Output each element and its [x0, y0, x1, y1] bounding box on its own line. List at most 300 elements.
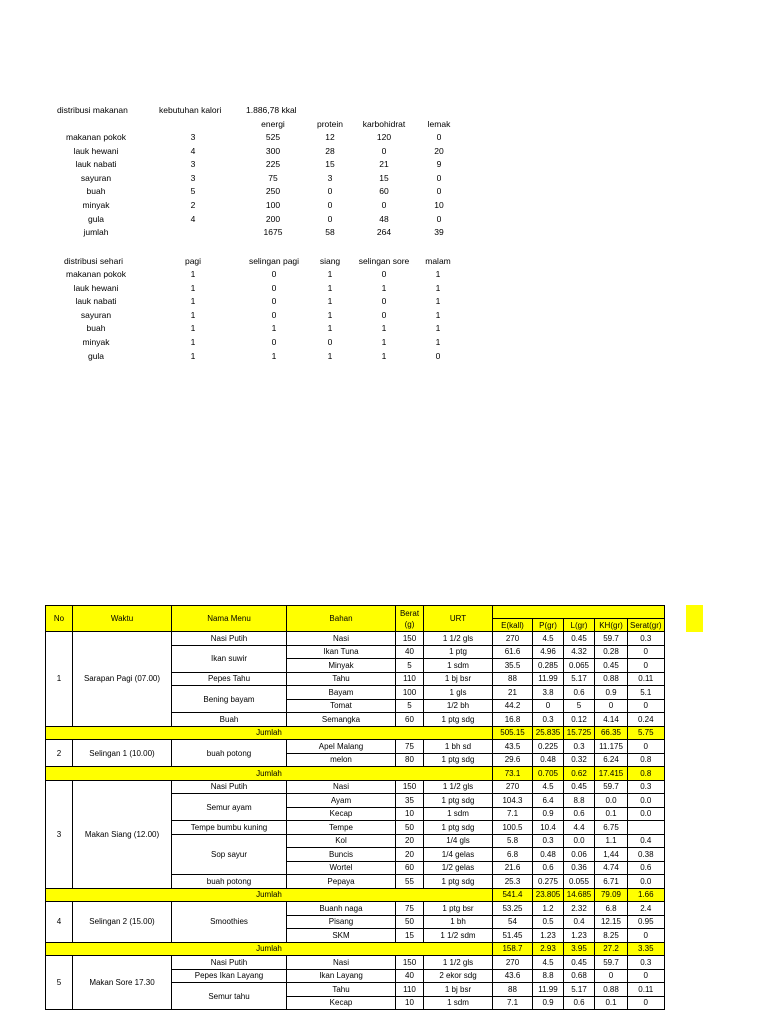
menu-name: Nasi Putih [172, 956, 287, 970]
value-cell: 0 [628, 645, 665, 659]
value-cell: 6.8 [595, 902, 628, 916]
bahan-cell: Kecap [287, 807, 396, 821]
sehari-row-value: 1 [190, 337, 196, 347]
value-cell: 54 [493, 915, 533, 929]
value-cell: 4.5 [533, 780, 564, 794]
jumlah-value: 505.15 [493, 726, 533, 740]
value-cell: 88 [493, 672, 533, 686]
jumlah-value: 2.93 [533, 942, 564, 956]
jumlah-label: Jumlah [46, 726, 493, 740]
value-cell: 75 [396, 740, 424, 754]
value-cell: 1 ptg [424, 645, 493, 659]
value-cell: 100 [396, 686, 424, 700]
menu-name: Tempe bumbu kuning [172, 821, 287, 835]
value-cell: 1/4 gelas [424, 848, 493, 862]
value-cell: 0.3 [628, 780, 665, 794]
value-cell: 4.32 [564, 645, 595, 659]
sehari-row-value: 1 [327, 323, 333, 334]
distribusi-row-value: 0 [381, 145, 387, 156]
jumlah-value: 0.8 [628, 767, 665, 781]
jumlah-value: 15.725 [564, 726, 595, 740]
value-cell: 50 [396, 915, 424, 929]
sehari-row-value: 1 [271, 350, 277, 361]
table-row [46, 902, 665, 916]
distribusi-row-porsi: 3 [190, 132, 196, 142]
value-cell: 7.1 [493, 807, 533, 821]
sehari-row-value: 1 [190, 269, 196, 279]
distribusi-row-value: 0 [436, 213, 442, 224]
value-cell: 10.4 [533, 821, 564, 835]
sehari-row-value: 0 [381, 296, 387, 307]
value-cell: 0.36 [564, 861, 595, 875]
value-cell: 4.74 [595, 861, 628, 875]
value-cell: 80 [396, 753, 424, 767]
value-cell: 10 [396, 996, 424, 1010]
value-cell: 0.0 [628, 794, 665, 808]
value-cell: 0.1 [595, 996, 628, 1010]
value-cell: 0.06 [564, 848, 595, 862]
value-cell: 1 sdm [424, 659, 493, 673]
value-cell: 270 [493, 632, 533, 646]
kebutuhan-value: 1.886,78 kkal [246, 105, 297, 115]
value-cell: 0.32 [564, 753, 595, 767]
table-row [46, 632, 665, 646]
value-cell: 0 [628, 996, 665, 1010]
value-cell: 59.7 [595, 632, 628, 646]
value-cell: 1 ptg sdg [424, 753, 493, 767]
value-cell: 16.8 [493, 713, 533, 727]
header-waktu: Waktu [73, 606, 172, 632]
value-cell: 0 [628, 699, 665, 713]
sehari-row-value: 1 [435, 309, 441, 320]
value-cell: 0.48 [533, 753, 564, 767]
sehari-row-value: 1 [435, 282, 441, 293]
value-cell: 21.6 [493, 861, 533, 875]
sehari-row-value: 1 [381, 323, 387, 334]
value-cell: 0.1 [595, 807, 628, 821]
value-cell: 3.8 [533, 686, 564, 700]
bahan-cell: Wortel [287, 861, 396, 875]
sehari-row-value: 1 [190, 309, 196, 320]
jumlah-value: 0.705 [533, 767, 564, 781]
jumlah-value: 1.66 [628, 888, 665, 902]
distribusi-row-porsi: 4 [190, 213, 196, 224]
sehari-row-value: 1 [435, 269, 441, 279]
jumlah-value: 66.35 [595, 726, 628, 740]
sehari-row-label: minyak [82, 337, 110, 347]
sehari-row-value: 0 [435, 350, 441, 361]
value-cell: 6.71 [595, 875, 628, 889]
sehari-row-value: 1 [381, 337, 387, 347]
sehari-row-value: 1 [435, 323, 441, 334]
distribusi-row-label: jumlah [83, 227, 109, 238]
value-cell: 1 bj bsr [424, 983, 493, 997]
value-cell: 0.0 [628, 875, 665, 889]
menu-name: Pepes Tahu [172, 672, 287, 686]
menu-name: Ikan suwir [172, 645, 287, 672]
value-cell: 1 1/2 gls [424, 632, 493, 646]
value-cell: 5.17 [564, 672, 595, 686]
value-cell: 44.2 [493, 699, 533, 713]
value-cell: 51.45 [493, 929, 533, 943]
value-cell: 40 [396, 969, 424, 983]
jumlah-value: 23.805 [533, 888, 564, 902]
jumlah-label: Jumlah [46, 942, 493, 956]
value-cell: 0.24 [628, 713, 665, 727]
value-cell: 0.275 [533, 875, 564, 889]
header-urt: URT [424, 606, 493, 632]
distribusi-row-value: 21 [379, 159, 389, 170]
sehari-row-value: 0 [327, 337, 333, 347]
header-berat: Berat (g) [396, 606, 424, 632]
header-nama-menu: Nama Menu [172, 606, 287, 632]
value-cell: 1 1/2 sdm [424, 929, 493, 943]
distribusi-row-label: gula [87, 213, 105, 224]
distribusi-row-value: 3 [327, 172, 333, 183]
value-cell: 0.0 [595, 794, 628, 808]
session-waktu: Sarapan Pagi (07.00) [73, 632, 172, 727]
value-cell: 6.4 [533, 794, 564, 808]
distribusi-row-value: 0 [436, 186, 442, 197]
bahan-cell: Tempe [287, 821, 396, 835]
bahan-cell: Apel Malang [287, 740, 396, 754]
distribusi-row-value: 120 [376, 132, 392, 142]
bahan-cell: Semangka [287, 713, 396, 727]
value-cell: 0.38 [628, 848, 665, 862]
value-cell: 0.3 [628, 632, 665, 646]
distribusi-row-label: lauk nabati [75, 159, 117, 170]
distribusi-row-value: 0 [327, 186, 333, 197]
distribusi-row-value: 10 [434, 200, 444, 210]
value-cell: 0 [628, 659, 665, 673]
value-cell: 1 bh sd [424, 740, 493, 754]
value-cell: 10 [396, 807, 424, 821]
value-cell: 0.5 [533, 915, 564, 929]
value-cell: 43.5 [493, 740, 533, 754]
bahan-cell: Ikan Tuna [287, 645, 396, 659]
bahan-cell: Kecap [287, 996, 396, 1010]
bahan-cell: Minyak [287, 659, 396, 673]
value-cell: 0.3 [533, 713, 564, 727]
header-karbohidrat: KH(gr) [595, 619, 628, 632]
value-cell: 6.75 [595, 821, 628, 835]
distribusi-row-value: 15 [325, 159, 335, 170]
distribusi-row-value: 75 [268, 172, 278, 183]
col-header-selingan-pagi: selingan pagi [248, 256, 300, 266]
value-cell: 5 [396, 659, 424, 673]
value-cell: 0.9 [595, 686, 628, 700]
value-cell: 1 gls [424, 686, 493, 700]
bahan-cell: Kol [287, 834, 396, 848]
value-cell: 12.15 [595, 915, 628, 929]
sehari-row-value: 1 [190, 323, 196, 334]
value-cell: 270 [493, 956, 533, 970]
col-header-protein: protein [317, 119, 343, 129]
value-cell: 75 [396, 902, 424, 916]
distribusi-row-porsi: 3 [190, 159, 196, 170]
jumlah-label: Jumlah [46, 888, 493, 902]
distribusi-row-value: 9 [436, 159, 442, 170]
sehari-row-value: 1 [435, 337, 441, 347]
menu-name: Bening bayam [172, 686, 287, 713]
jumlah-value: 0.62 [564, 767, 595, 781]
value-cell: 0.9 [533, 807, 564, 821]
distribusi-row-value: 39 [434, 227, 444, 238]
value-cell: 110 [396, 983, 424, 997]
value-cell: 2.32 [564, 902, 595, 916]
value-cell: 150 [396, 632, 424, 646]
value-cell: 0.0 [564, 834, 595, 848]
value-cell: 100.5 [493, 821, 533, 835]
value-cell: 6.8 [493, 848, 533, 862]
bahan-cell: Bayam [287, 686, 396, 700]
distribusi-row-value: 15 [379, 172, 389, 183]
value-cell: 0.45 [595, 659, 628, 673]
value-cell: 21 [493, 686, 533, 700]
value-cell: 60 [396, 861, 424, 875]
table-header-row [46, 606, 665, 619]
distribusi-row-value: 264 [376, 227, 392, 238]
menu-name: Pepes Ikan Layang [172, 969, 287, 983]
value-cell: 0.0 [628, 807, 665, 821]
value-cell: 0.6 [533, 861, 564, 875]
value-cell: 1 sdm [424, 807, 493, 821]
bahan-cell: Nasi [287, 780, 396, 794]
value-cell: 5.17 [564, 983, 595, 997]
value-cell: 20 [396, 848, 424, 862]
value-cell: 0.88 [595, 672, 628, 686]
sehari-row-value: 1 [271, 323, 277, 334]
header-lemak: L(gr) [564, 619, 595, 632]
value-cell: 0.12 [564, 713, 595, 727]
value-cell: 0.055 [564, 875, 595, 889]
value-cell: 104.3 [493, 794, 533, 808]
value-cell: 150 [396, 780, 424, 794]
menu-name: Nasi Putih [172, 780, 287, 794]
value-cell [628, 821, 665, 835]
sehari-row-value: 0 [271, 309, 277, 320]
header-blank [493, 606, 665, 619]
sehari-row-value: 1 [327, 282, 333, 293]
menu-name: buah potong [172, 875, 287, 889]
value-cell: 8.8 [533, 969, 564, 983]
jumlah-value: 3.35 [628, 942, 665, 956]
sehari-row-value: 0 [271, 337, 277, 347]
distribusi-row-value: 48 [379, 213, 389, 224]
value-cell: 0.45 [564, 632, 595, 646]
col-header-selingan-sore: selingan sore [358, 256, 410, 266]
menu-name: Nasi Putih [172, 632, 287, 646]
distribusi-row-value: 0 [436, 132, 442, 142]
menu-name: Semur tahu [172, 983, 287, 1010]
value-cell: 6.24 [595, 753, 628, 767]
table-row [46, 780, 665, 794]
session-no: 3 [46, 780, 73, 888]
value-cell: 1 ptg sdg [424, 794, 493, 808]
distribusi-row-value: 0 [327, 213, 333, 224]
value-cell: 53.25 [493, 902, 533, 916]
value-cell: 0.45 [564, 956, 595, 970]
sehari-row-label: gula [87, 350, 105, 361]
jumlah-value: 17.415 [595, 767, 628, 781]
header-no: No [46, 606, 73, 632]
jumlah-value: 14.685 [564, 888, 595, 902]
col-header-karbohidrat: karbohidrat [362, 119, 406, 129]
value-cell: 270 [493, 780, 533, 794]
sehari-row-label: makanan pokok [65, 269, 127, 279]
distribusi-row-value: 20 [434, 145, 444, 156]
sehari-row-value: 0 [271, 296, 277, 307]
value-cell: 0.8 [628, 753, 665, 767]
jumlah-row [46, 767, 665, 781]
value-cell: 8.8 [564, 794, 595, 808]
value-cell: 0.88 [595, 983, 628, 997]
value-cell: 110 [396, 672, 424, 686]
value-cell: 55 [396, 875, 424, 889]
sehari-row-value: 1 [381, 282, 387, 293]
distribusi-row-value: 300 [265, 145, 281, 156]
value-cell: 40 [396, 645, 424, 659]
value-cell: 0.285 [533, 659, 564, 673]
value-cell: 1 bj bsr [424, 672, 493, 686]
bahan-cell: Nasi [287, 956, 396, 970]
sehari-row-value: 0 [271, 269, 277, 279]
sehari-row-label: buah [86, 323, 106, 334]
value-cell: 2 ekor sdg [424, 969, 493, 983]
value-cell: 1/4 gls [424, 834, 493, 848]
menu-name: Semur ayam [172, 794, 287, 821]
value-cell: 88 [493, 983, 533, 997]
value-cell: 0 [628, 740, 665, 754]
value-cell: 1 1/2 gls [424, 956, 493, 970]
col-header-siang: siang [319, 256, 341, 266]
sehari-row-value: 1 [381, 350, 387, 361]
value-cell: 4.4 [564, 821, 595, 835]
sehari-row-value: 1 [327, 309, 333, 320]
value-cell: 0.065 [564, 659, 595, 673]
session-no: 5 [46, 956, 73, 1010]
value-cell: 0 [595, 699, 628, 713]
value-cell: 0.48 [533, 848, 564, 862]
value-cell: 0.3 [628, 956, 665, 970]
value-cell: 11.99 [533, 672, 564, 686]
sehari-row-value: 1 [327, 269, 333, 279]
distribusi-row-label: sayuran [80, 172, 112, 183]
value-cell: 0.45 [564, 780, 595, 794]
value-cell: 1 1/2 gls [424, 780, 493, 794]
value-cell: 35 [396, 794, 424, 808]
sehari-row-value: 1 [190, 296, 196, 307]
distribusi-row-value: 58 [325, 227, 335, 238]
value-cell: 43.6 [493, 969, 533, 983]
distribusi-title: distribusi makanan [57, 105, 128, 115]
value-cell: 5.1 [628, 686, 665, 700]
value-cell: 5 [396, 699, 424, 713]
header-energi: E(kall) [493, 619, 533, 632]
bahan-cell: Buncis [287, 848, 396, 862]
distribusi-row-value: 60 [379, 186, 389, 197]
session-no: 2 [46, 740, 73, 767]
jumlah-value: 541.4 [493, 888, 533, 902]
menu-name: Smoothies [172, 902, 287, 943]
bahan-cell: melon [287, 753, 396, 767]
distribusi-row-label: makanan pokok [65, 132, 127, 142]
sehari-row-value: 0 [271, 282, 277, 293]
bahan-cell: Tahu [287, 672, 396, 686]
header-protein: P(gr) [533, 619, 564, 632]
session-waktu: Makan Sore 17.30 [73, 956, 172, 1010]
distribusi-row-value: 525 [265, 132, 281, 142]
value-cell: 25.3 [493, 875, 533, 889]
col-header-energi: energi [261, 119, 285, 129]
bahan-cell: Buanh naga [287, 902, 396, 916]
distribusi-row-value: 250 [265, 186, 281, 197]
value-cell: 0.3 [533, 834, 564, 848]
value-cell: 0.6 [564, 686, 595, 700]
value-cell: 1.23 [564, 929, 595, 943]
session-waktu: Selingan 1 (10.00) [73, 740, 172, 767]
value-cell: 1.23 [533, 929, 564, 943]
session-no: 1 [46, 632, 73, 727]
value-cell: 1 ptg bsr [424, 902, 493, 916]
jumlah-value: 5.75 [628, 726, 665, 740]
col-header-lemak: lemak [427, 119, 451, 129]
col-header-pagi: pagi [184, 256, 202, 266]
bahan-cell: Tahu [287, 983, 396, 997]
jumlah-row [46, 888, 665, 902]
distribusi-row-value: 28 [325, 145, 335, 156]
distribusi-row-value: 100 [265, 200, 281, 210]
value-cell: 0.6 [564, 996, 595, 1010]
value-cell: 0 [628, 969, 665, 983]
col-header-malam: malam [425, 256, 451, 266]
value-cell: 8.25 [595, 929, 628, 943]
jumlah-value: 3.95 [564, 942, 595, 956]
bahan-cell: Ayam [287, 794, 396, 808]
value-cell: 0.4 [564, 915, 595, 929]
bahan-cell: Ikan Layang [287, 969, 396, 983]
value-cell: 0.9 [533, 996, 564, 1010]
sehari-row-label: lauk hewani [73, 282, 119, 293]
distribusi-row-porsi: 2 [190, 200, 196, 210]
value-cell: 0.11 [628, 983, 665, 997]
sehari-row-value: 1 [190, 350, 196, 361]
jumlah-label: Jumlah [46, 767, 493, 781]
kebutuhan-label: kebutuhan kalori [159, 105, 222, 115]
value-cell: 1 sdm [424, 996, 493, 1010]
bahan-cell: Nasi [287, 632, 396, 646]
table-row [46, 956, 665, 970]
value-cell: 1.2 [533, 902, 564, 916]
value-cell: 20 [396, 834, 424, 848]
jumlah-value: 25.835 [533, 726, 564, 740]
value-cell: 0.4 [628, 834, 665, 848]
sehari-row-label: sayuran [80, 309, 112, 320]
sehari-row-value: 1 [190, 282, 196, 293]
header-serat: Serat(gr) [628, 619, 665, 632]
value-cell: 0.11 [628, 672, 665, 686]
value-cell: 59.7 [595, 780, 628, 794]
value-cell: 0.6 [628, 861, 665, 875]
menu-name: Buah [172, 713, 287, 727]
value-cell: 61.6 [493, 645, 533, 659]
value-cell: 4.5 [533, 956, 564, 970]
value-cell: 0 [628, 929, 665, 943]
value-cell: 0.225 [533, 740, 564, 754]
sehari-row-value: 1 [327, 296, 333, 307]
session-waktu: Selingan 2 (15.00) [73, 902, 172, 943]
value-cell: 5 [564, 699, 595, 713]
